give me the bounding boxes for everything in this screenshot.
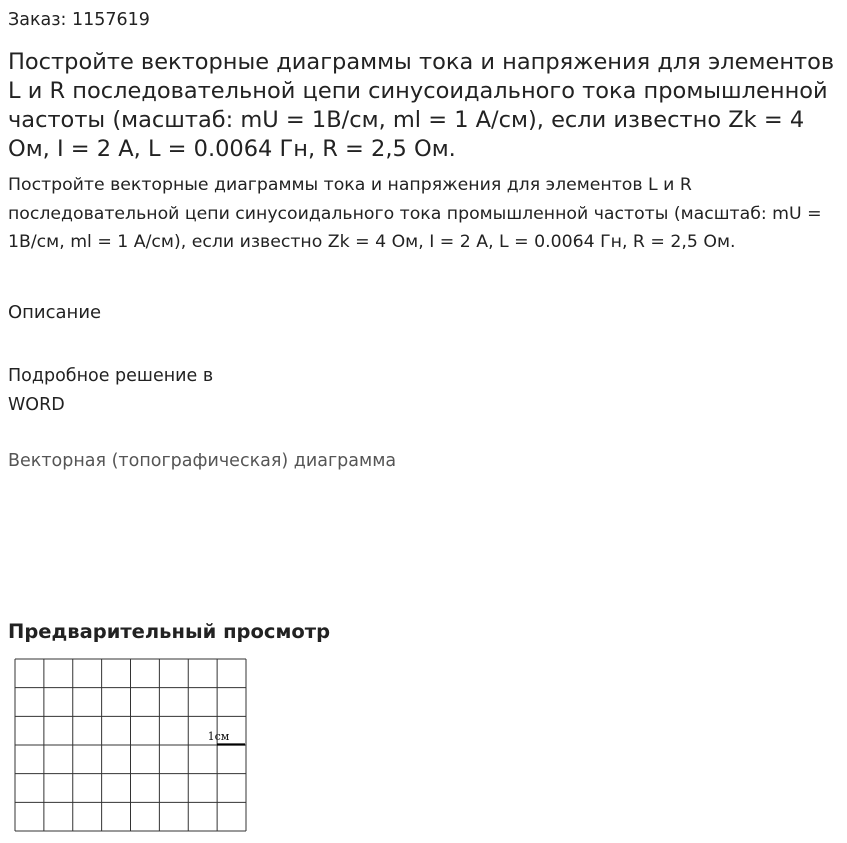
description-heading: Описание — [8, 302, 102, 323]
solution-note-line-2: WORD — [8, 394, 65, 415]
grid-lines — [15, 659, 246, 831]
scale-label: 1см — [207, 730, 230, 743]
task-description: Постройте векторные диаграммы тока и напряжения для элементов L и R последовательной цепи синусоидального тока промышленной частоты (масштаб: mU = 1В/см, ml = 1 А/см), если известно Zk = 4 Ом, I = 2 А, L = 0.0064 Гн, R = 2,5 Ом. — [8, 175, 822, 252]
task-title: Постройте векторные диаграммы тока и напряжения для элементов L и R последовательной цепи синусоидального тока промышленной частоты (масштаб: mU = 1В/см, ml = 1 А/см), если известно Zk = 4 Ом, I = 2 А, L = 0.0064 Гн, R = 2,5 Ом. — [8, 49, 835, 162]
preview-heading: Предварительный просмотр — [8, 620, 331, 643]
solution-note — [8, 362, 248, 419]
order-number: Заказ: 1157619 — [8, 10, 150, 30]
grid-preview-svg — [14, 658, 247, 832]
preview-image — [14, 658, 247, 832]
solution-note-line-1: Подробное решение в — [8, 366, 214, 386]
diagram-caption: Векторная (топографическая) диаграмма — [8, 451, 397, 471]
